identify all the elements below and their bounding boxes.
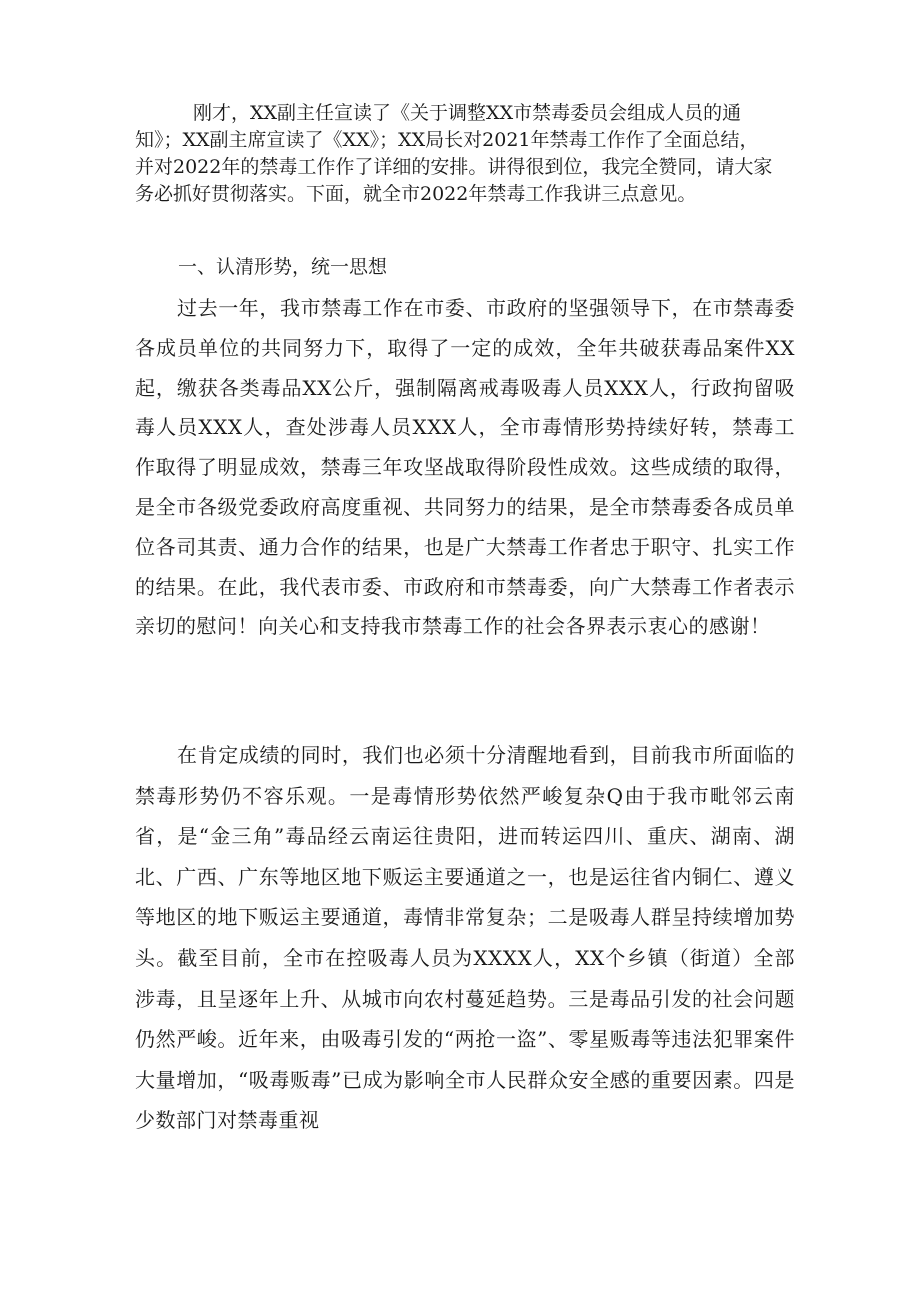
section-heading: 一、认清形势，统一思想 bbox=[178, 256, 388, 278]
intro-paragraph: 刚才，XX副主任宣读了《关于调整XX市禁毒委员会组成人员的通知》；XX副主席宣读了《XX》；XX局长对2021年禁毒工作作了全面总结，并对2022年的禁毒工作作了详细的安排。讲得很到位，我完全赞同，请大家务必抓好贯彻落实。下面，就全市2022年禁毒工作我讲三点意见。 bbox=[135, 102, 773, 205]
body-paragraph-situation: 在肯定成绩的同时，我们也必须十分清醒地看到，目前我市所面临的禁毒形势仍不容乐观。一是毒情形势依然严峻复杂Q由于我市毗邻云南省，是“金三角”毒品经云南运往贵阳，进而转运四川、重庆、湖南、湖北、广西、广东等地区地下贩运主要通道之一，也是运往省内铜仁、遵义等地区的地下贩运主要通道，毒情非常复杂；二是吸毒人群呈持续增加势头。截至目前，全市在控吸毒人员为XXXX人，XX个乡镇（街道）全部涉毒，且呈逐年上升、从城市向农村蔓延趋势。三是毒品引发的社会问题仍然严峻。近年来，由吸毒引发的“两抢一盗”、零星贩毒等违法犯罪案件大量增加，“吸毒贩毒”已成为影响全市人民群众安全感的重要因素。四是少数部门对禁毒重视 bbox=[135, 743, 795, 1133]
body-paragraph-achievements: 过去一年，我市禁毒工作在市委、市政府的坚强领导下，在市禁毒委各成员单位的共同努力下，取得了一定的成效，全年共破获毒品案件XX起，缴获各类毒品XX公斤，强制隔离戒毒吸毒人员XXX人，行政拘留吸毒人员XXX人，查处涉毒人员XXX人，全市毒情形势持续好转，禁毒工作取得了明显成效，禁毒三年攻坚战取得阶段性成效。这些成绩的取得，是全市各级党委政府高度重视、共同努力的结果，是全市禁毒委各成员单位各司其责、通力合作的结果，也是广大禁毒工作者忠于职守、扎实工作的结果。在此，我代表市委、市政府和市禁毒委，向广大禁毒工作者表示亲切的慰问！向关心和支持我市禁毒工作的社会各界表示衷心的感谢！ bbox=[135, 296, 795, 639]
